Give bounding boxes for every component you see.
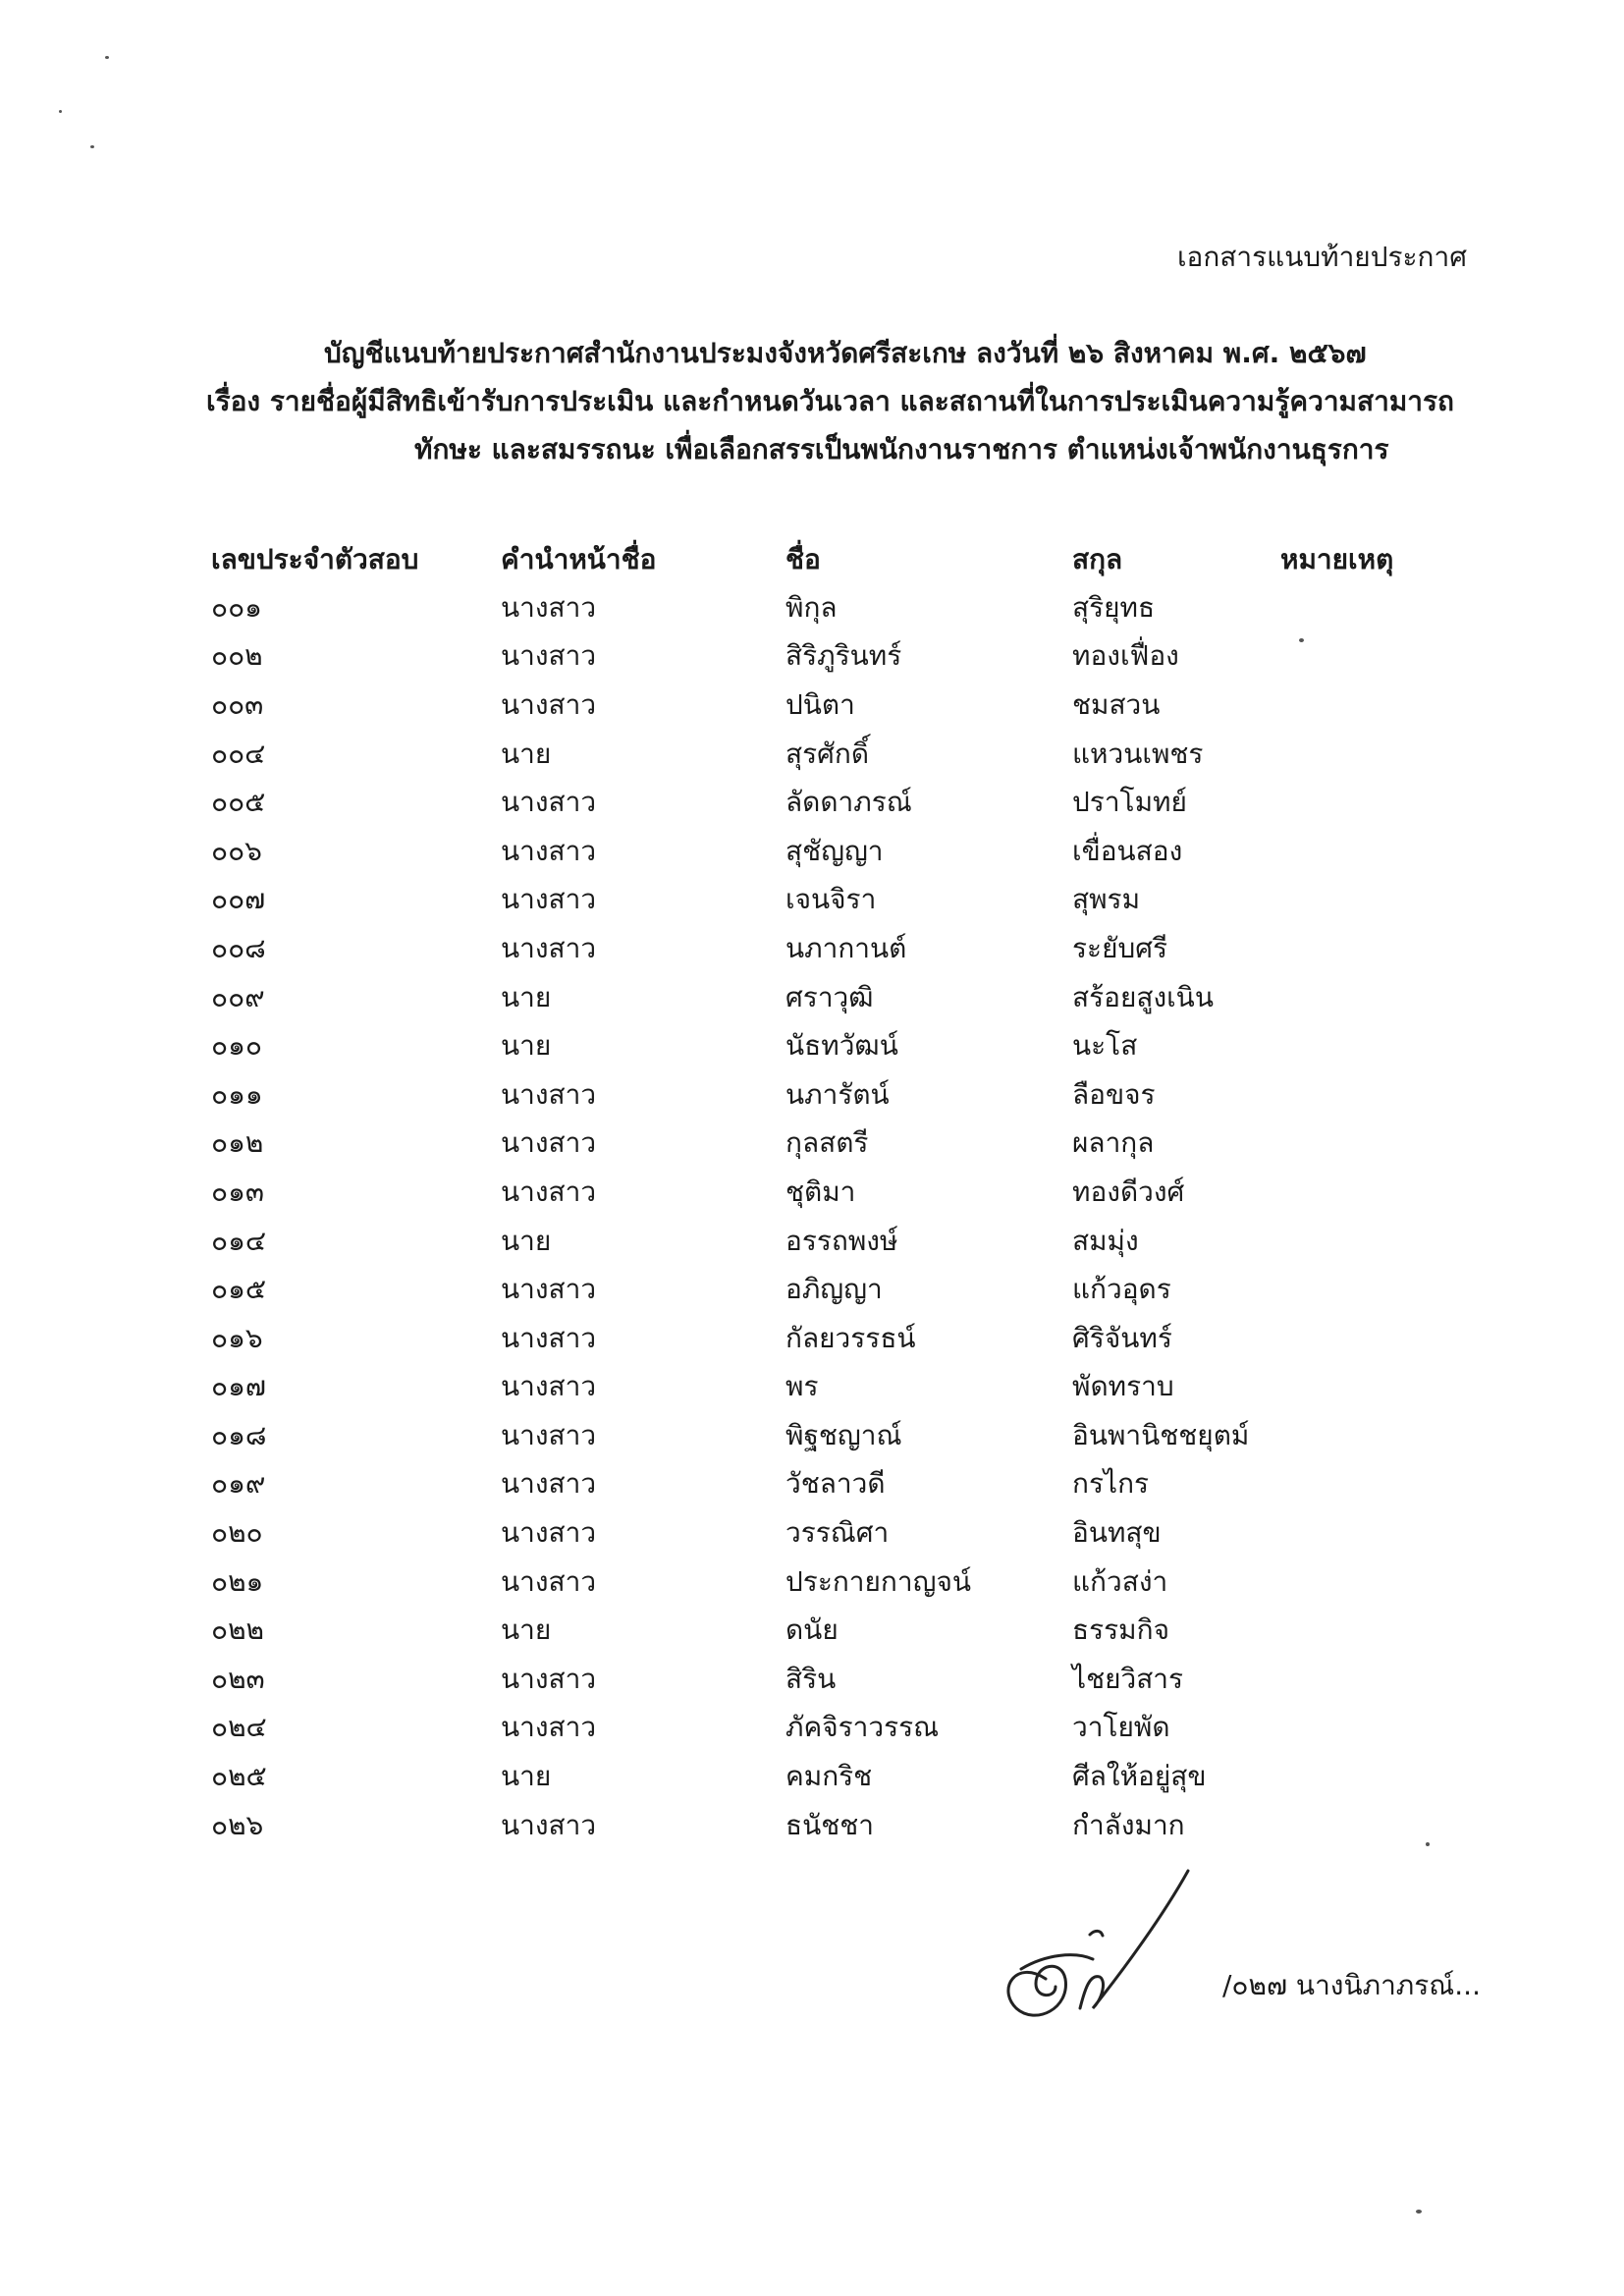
cell-first-name: ดนัย (785, 1613, 839, 1647)
cell-id: ๐๑๗ (211, 1370, 266, 1403)
candidate-table (211, 535, 1428, 1849)
cell-prefix: นางสาว (501, 1711, 597, 1744)
cell-note (1280, 1363, 1428, 1412)
cell-id: ๐๐๑ (211, 590, 262, 624)
cell-note (1280, 1558, 1428, 1607)
cell-note (1280, 1314, 1428, 1363)
table-row (211, 1558, 1428, 1607)
table-row (211, 1801, 1428, 1850)
heading-line-3: ทักษะ และสมรรถนะ เพื่อเลือกสรรเป็นพนักงานราชการ ตำแหน่งเจ้าพนักงานธุรการ (414, 433, 1389, 465)
table-row (211, 876, 1428, 925)
cell-prefix: นางสาว (501, 1516, 597, 1550)
cell-last-name: ไชยวิสาร (1072, 1662, 1184, 1695)
cell-last-name: อินพานิชชยุตม์ (1072, 1418, 1250, 1451)
heading-line-2: เรื่อง รายชื่อผู้มีสิทธิเข้ารับการประเมิน และกำหนดวันเวลา และสถานที่ในการประเมินความรู้ความสามารถ (206, 385, 1454, 417)
cell-note (1280, 1217, 1428, 1266)
table-header-row (211, 535, 1428, 583)
attachment-label: เอกสารแนบท้ายประกาศ (1176, 241, 1467, 273)
cell-last-name: สุพรม (1072, 883, 1141, 916)
table-row (211, 1120, 1428, 1169)
cell-note (1280, 1265, 1428, 1314)
scan-speck (105, 56, 109, 59)
cell-last-name: ชมสวน (1072, 687, 1161, 721)
table-row (211, 924, 1428, 973)
table-row (211, 1411, 1428, 1460)
heading-line-1: บัญชีแนบท้ายประกาศสำนักงานประมงจังหวัดศรีสะเกษ ลงวันที่ ๒๖ สิงหาคม พ.ศ. ๒๕๖๗ (324, 337, 1367, 369)
table-row (211, 1460, 1428, 1509)
cell-first-name: พิฐชญาณ์ (785, 1418, 902, 1451)
cell-id: ๐๑๙ (211, 1467, 266, 1501)
cell-last-name: ลือขจร (1072, 1077, 1156, 1111)
cell-id: ๐๑๔ (211, 1224, 267, 1257)
header-id: เลขประจำตัวสอบ (211, 542, 419, 575)
cell-id: ๐๐๙ (211, 980, 265, 1013)
table-row (211, 1217, 1428, 1266)
cell-prefix: นางสาว (501, 1321, 597, 1354)
cell-last-name: สุริยุทธ (1072, 590, 1156, 624)
cell-id: ๐๐๕ (211, 786, 266, 819)
cell-first-name: นภากานต์ (785, 931, 907, 964)
table-row (211, 827, 1428, 876)
table-row (211, 1314, 1428, 1363)
cell-first-name: นภารัตน์ (785, 1077, 890, 1111)
scan-speck (59, 110, 62, 113)
cell-first-name: นัธทวัฒน์ (785, 1029, 898, 1063)
cell-first-name: พิกุล (785, 590, 838, 624)
cell-prefix: นางสาว (501, 1175, 597, 1208)
cell-first-name: กุลสตรี (785, 1126, 869, 1160)
cell-last-name: กรไกร (1072, 1467, 1150, 1501)
table-row (211, 632, 1428, 682)
cell-last-name: กำลังมาก (1072, 1808, 1185, 1841)
cell-note (1280, 1120, 1428, 1169)
cell-first-name: พร (785, 1370, 819, 1403)
header-prefix: คำนำหน้าชื่อ (501, 542, 657, 575)
cell-prefix: นางสาว (501, 687, 597, 721)
cell-first-name: อรรถพงษ์ (785, 1224, 898, 1257)
cell-note (1280, 1070, 1428, 1120)
cell-first-name: ภัคจิราวรรณ (785, 1711, 940, 1744)
table-row (211, 1655, 1428, 1704)
cell-id: ๐๒๖ (211, 1808, 264, 1841)
table-row (211, 778, 1428, 827)
cell-first-name: สุรศักดิ์ (785, 737, 870, 770)
cell-note (1280, 681, 1428, 730)
cell-prefix: นางสาว (501, 931, 597, 964)
cell-prefix: นาย (501, 980, 552, 1013)
table-row (211, 730, 1428, 779)
table-row (211, 1363, 1428, 1412)
table-body (211, 583, 1428, 1849)
cell-last-name: ธรรมกิจ (1072, 1613, 1169, 1647)
table-row (211, 1070, 1428, 1120)
cell-prefix: นาย (501, 1224, 552, 1257)
cell-first-name: ศราวุฒิ (785, 980, 874, 1013)
cell-last-name: สร้อยสูงเนิน (1072, 980, 1214, 1013)
cell-first-name: กัลยวรรธน์ (785, 1321, 916, 1354)
cell-note (1280, 1021, 1428, 1070)
cell-first-name: สุชัญญา (785, 834, 884, 867)
table-row (211, 1265, 1428, 1314)
cell-note (1280, 1655, 1428, 1704)
cell-first-name: ประกายกาญจน์ (785, 1564, 972, 1598)
cell-last-name: ปราโมทย์ (1072, 786, 1187, 819)
cell-last-name: ผลากุล (1072, 1126, 1155, 1160)
cell-first-name: วรรณิศา (785, 1516, 890, 1550)
cell-id: ๐๑๖ (211, 1321, 263, 1354)
header-note: หมายเหตุ (1280, 542, 1394, 575)
cell-id: ๐๒๐ (211, 1516, 263, 1550)
cell-note (1280, 1460, 1428, 1509)
cell-first-name: ลัดดาภรณ์ (785, 786, 912, 819)
table-row (211, 583, 1428, 632)
cell-first-name: ธนัชชา (785, 1808, 874, 1841)
cell-id: ๐๑๘ (211, 1418, 267, 1451)
table-row (211, 1168, 1428, 1217)
table-row (211, 1021, 1428, 1070)
cell-prefix: นาย (501, 1029, 552, 1063)
cell-id: ๐๐๔ (211, 737, 266, 770)
cell-last-name: นะโส (1072, 1029, 1138, 1063)
cell-id: ๐๒๔ (211, 1711, 267, 1744)
cell-last-name: แก้วสง่า (1072, 1564, 1168, 1598)
cell-first-name: ปนิตา (785, 687, 855, 721)
cell-note (1280, 1704, 1428, 1753)
cell-prefix: นางสาว (501, 883, 597, 916)
table-row (211, 1704, 1428, 1753)
header-first-name: ชื่อ (785, 542, 821, 575)
cell-first-name: อภิญญา (785, 1273, 883, 1306)
cell-last-name: แหวนเพชร (1072, 737, 1204, 770)
cell-last-name: ทองเฟื่อง (1072, 639, 1179, 673)
cell-id: ๐๒๕ (211, 1760, 267, 1793)
cell-id: ๐๒๓ (211, 1662, 265, 1695)
cell-note (1280, 778, 1428, 827)
cell-id: ๐๑๓ (211, 1175, 265, 1208)
cell-last-name: ศิริจันทร์ (1072, 1321, 1172, 1354)
cell-id: ๐๒๑ (211, 1564, 264, 1598)
cell-first-name: ชุติมา (785, 1175, 856, 1208)
cell-prefix: นางสาว (501, 1467, 597, 1501)
cell-last-name: พัดทราบ (1072, 1370, 1174, 1403)
cell-prefix: นางสาว (501, 1273, 597, 1306)
cell-first-name: สิริภูรินทร์ (785, 639, 902, 673)
cell-note (1280, 924, 1428, 973)
cell-prefix: นางสาว (501, 590, 597, 624)
cell-note (1280, 1411, 1428, 1460)
cell-prefix: นางสาว (501, 786, 597, 819)
cell-first-name: วัชลาวดี (785, 1467, 886, 1501)
cell-prefix: นาย (501, 737, 552, 770)
cell-last-name: สมมุ่ง (1072, 1224, 1139, 1257)
cell-note (1280, 583, 1428, 632)
cell-prefix: นางสาว (501, 1662, 597, 1695)
cell-prefix: นางสาว (501, 1418, 597, 1451)
cell-note (1280, 973, 1428, 1022)
cell-prefix: นางสาว (501, 1126, 597, 1160)
cell-first-name: สิริน (785, 1662, 837, 1695)
cell-id: ๐๑๕ (211, 1273, 267, 1306)
cell-last-name: ศีลให้อยู่สุข (1072, 1760, 1207, 1793)
cell-note (1280, 1606, 1428, 1655)
cell-id: ๐๑๒ (211, 1126, 264, 1160)
cell-prefix: นางสาว (501, 1808, 597, 1841)
cell-id: ๐๐๗ (211, 883, 266, 916)
cell-prefix: นาย (501, 1760, 552, 1793)
cell-id: ๐๐๓ (211, 687, 264, 721)
cell-note (1280, 730, 1428, 779)
cell-note (1280, 827, 1428, 876)
cell-note (1280, 1168, 1428, 1217)
cell-note (1280, 1752, 1428, 1801)
cell-last-name: ระยับศรี (1072, 931, 1168, 964)
table-row (211, 1752, 1428, 1801)
cell-id: ๐๒๒ (211, 1613, 265, 1647)
scan-speck (1426, 1842, 1430, 1846)
cell-id: ๐๑๐ (211, 1029, 262, 1063)
cell-first-name: เจนจิรา (785, 883, 877, 916)
cell-prefix: นางสาว (501, 1370, 597, 1403)
cell-prefix: นางสาว (501, 1077, 597, 1111)
table-row (211, 681, 1428, 730)
cell-note (1280, 876, 1428, 925)
signature (977, 1861, 1213, 2028)
cell-id: ๐๑๑ (211, 1077, 263, 1111)
continued-note: /๐๒๗ นางนิภาภรณ์... (1222, 1969, 1481, 2001)
cell-last-name: เขื่อนสอง (1072, 834, 1183, 867)
cell-prefix: นาย (501, 1613, 552, 1647)
cell-prefix: นางสาว (501, 1564, 597, 1598)
cell-prefix: นางสาว (501, 639, 597, 673)
table-row (211, 1508, 1428, 1558)
scan-speck (1416, 2210, 1422, 2214)
scan-speck (90, 145, 94, 148)
document-heading (206, 329, 1483, 473)
cell-id: ๐๐๖ (211, 834, 262, 867)
cell-first-name: คมกริช (785, 1760, 873, 1793)
cell-note (1280, 1801, 1428, 1850)
cell-last-name: อินทสุข (1072, 1516, 1162, 1550)
cell-last-name: แก้วอุดร (1072, 1273, 1171, 1306)
header-last-name: สกุล (1072, 542, 1123, 575)
cell-id: ๐๐๒ (211, 639, 263, 673)
cell-prefix: นางสาว (501, 834, 597, 867)
cell-id: ๐๐๘ (211, 931, 266, 964)
cell-last-name: ทองดีวงศ์ (1072, 1175, 1185, 1208)
cell-note (1280, 1508, 1428, 1558)
table-row (211, 973, 1428, 1022)
cell-last-name: วาโยพัด (1072, 1711, 1170, 1744)
scan-speck (1299, 638, 1304, 642)
table-row (211, 1606, 1428, 1655)
